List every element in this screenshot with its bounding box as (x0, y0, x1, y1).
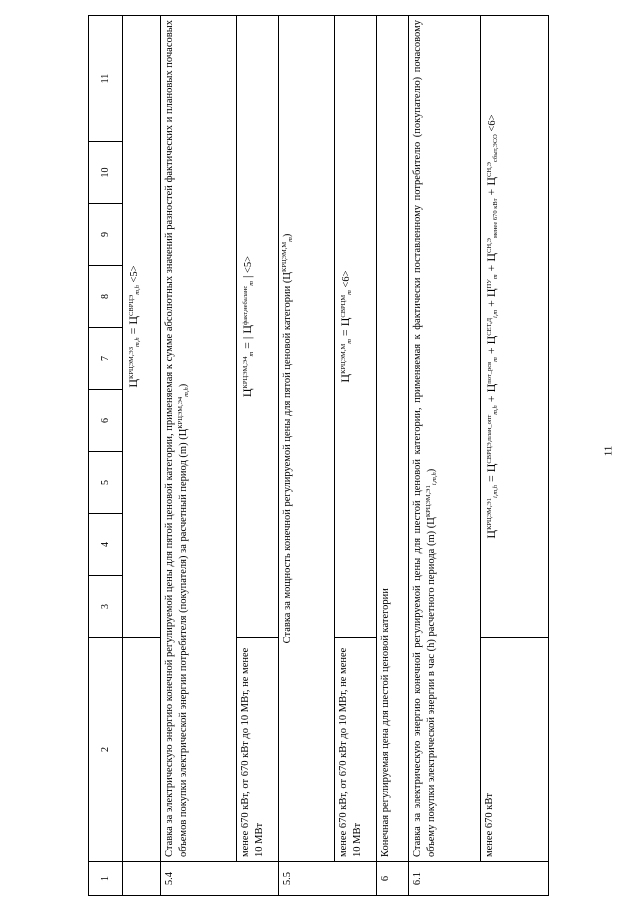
table-row (237, 16, 279, 896)
formula-note: <6> (487, 114, 498, 132)
formula: $(Ц^{КРЦЭМ,Э1}_{i,m,h})$ (425, 468, 439, 529)
formula: $Ц^{КРЦЭМ,Э1}_{i,m,h} = Ц^{СВРЦЭ,план\_опт}_{m,h} + Ц^{пот\_рсв}_m + Ц^{СЕТ,Д}_{i,m} + Ц^{ПУ}_m + Ц^{СН,Э}_{менее 670 кВт} + Ц^{СН,Э}_{сбыт,ЭСО}$ (484, 134, 499, 539)
rotated-landscape-page (88, 16, 548, 896)
formula: $Ц^{КРЦЭМ,ЭЗ}_{m,h} = Ц^{СВРЦЭ}_{m,h}$ (126, 285, 141, 388)
row-description: Ставка за электрическую энергию конечной регулируемой цены для шестой ценовой категории, применяемая к фактически поставленному потребителю (покупателю) почасовому объему покупки электрической энергии в час (h) расчетного периода (m) $(Ц^{КРЦЭМ,Э1}_{i,m,h})$ (409, 16, 481, 862)
row-number: 5.4 (161, 862, 279, 896)
table-row (123, 16, 161, 896)
row-description: Ставка за мощность конечной регулируемой цены для пятой ценовой категории $(Ц^{КРЦЭМ,М}_m)$ (279, 16, 335, 862)
row-subtext: менее 670 кВт (481, 638, 549, 862)
row-subtext: менее 670 кВт, от 670 кВт до 10 МВт, не менее 10 МВт (237, 638, 279, 862)
tariff-table (88, 15, 549, 896)
formula-cell (123, 16, 161, 638)
formula: $(Ц^{КРЦЭМ,М}_m)$ (281, 233, 294, 284)
formula: $Ц^{КРЦЭМ,Э4}_m$ = | $Ц^{факт,небаланс}_m$ | (240, 275, 255, 398)
header-cell: 6 (89, 390, 123, 452)
header-cell: 10 (89, 142, 123, 204)
table-row (161, 16, 237, 896)
row-subtext: менее 670 кВт, от 670 кВт до 10 МВт, не менее 10 МВт (335, 638, 377, 862)
header-cell: 5 (89, 452, 123, 514)
formula-note: <5> (243, 255, 254, 273)
row-number: 5.5 (279, 862, 377, 896)
table-row (377, 16, 409, 896)
row-number: 6.1 (409, 862, 549, 896)
header-cell: 1 (89, 862, 123, 896)
header-cell: 9 (89, 204, 123, 266)
formula-cell (481, 16, 549, 638)
formula: $(Ц^{КРЦЭМ,Э4}_{m,h})$ (177, 383, 191, 440)
formula-note: <6> (341, 270, 352, 288)
header-cell: 2 (89, 638, 123, 862)
header-cell: 3 (89, 576, 123, 638)
row-description: Ставка за электрическую энергию конечной регулируемой цены для пятой ценовой категории, применяемая к сумме абсолютных значений разностей фактических и плановых почасовых объемов покупки электрической энергии потребителя (покупателя) за расчетный период (m) $(Ц^{КРЦЭМ,Э4}_{m,h})$ (161, 16, 237, 862)
table-row (481, 16, 549, 896)
table-row (409, 16, 481, 896)
table-row (279, 16, 335, 896)
header-cell: 7 (89, 328, 123, 390)
table-row (335, 16, 377, 896)
header-cell: 8 (89, 266, 123, 328)
formula-cell (237, 16, 279, 638)
formula-note: <5> (129, 265, 140, 283)
formula: $Ц^{КРЦЭМ,М}_m = Ц^{СВРЦМ}_m$ (338, 290, 353, 383)
header-cell: 4 (89, 514, 123, 576)
header-row (89, 16, 123, 896)
row-number: 6 (377, 862, 409, 896)
formula-cell (335, 16, 377, 638)
row-description: Конечная регулируемая цена для шестой ценовой категории (377, 16, 409, 862)
page-number: 11 (602, 445, 615, 457)
header-cell: 11 (89, 16, 123, 142)
